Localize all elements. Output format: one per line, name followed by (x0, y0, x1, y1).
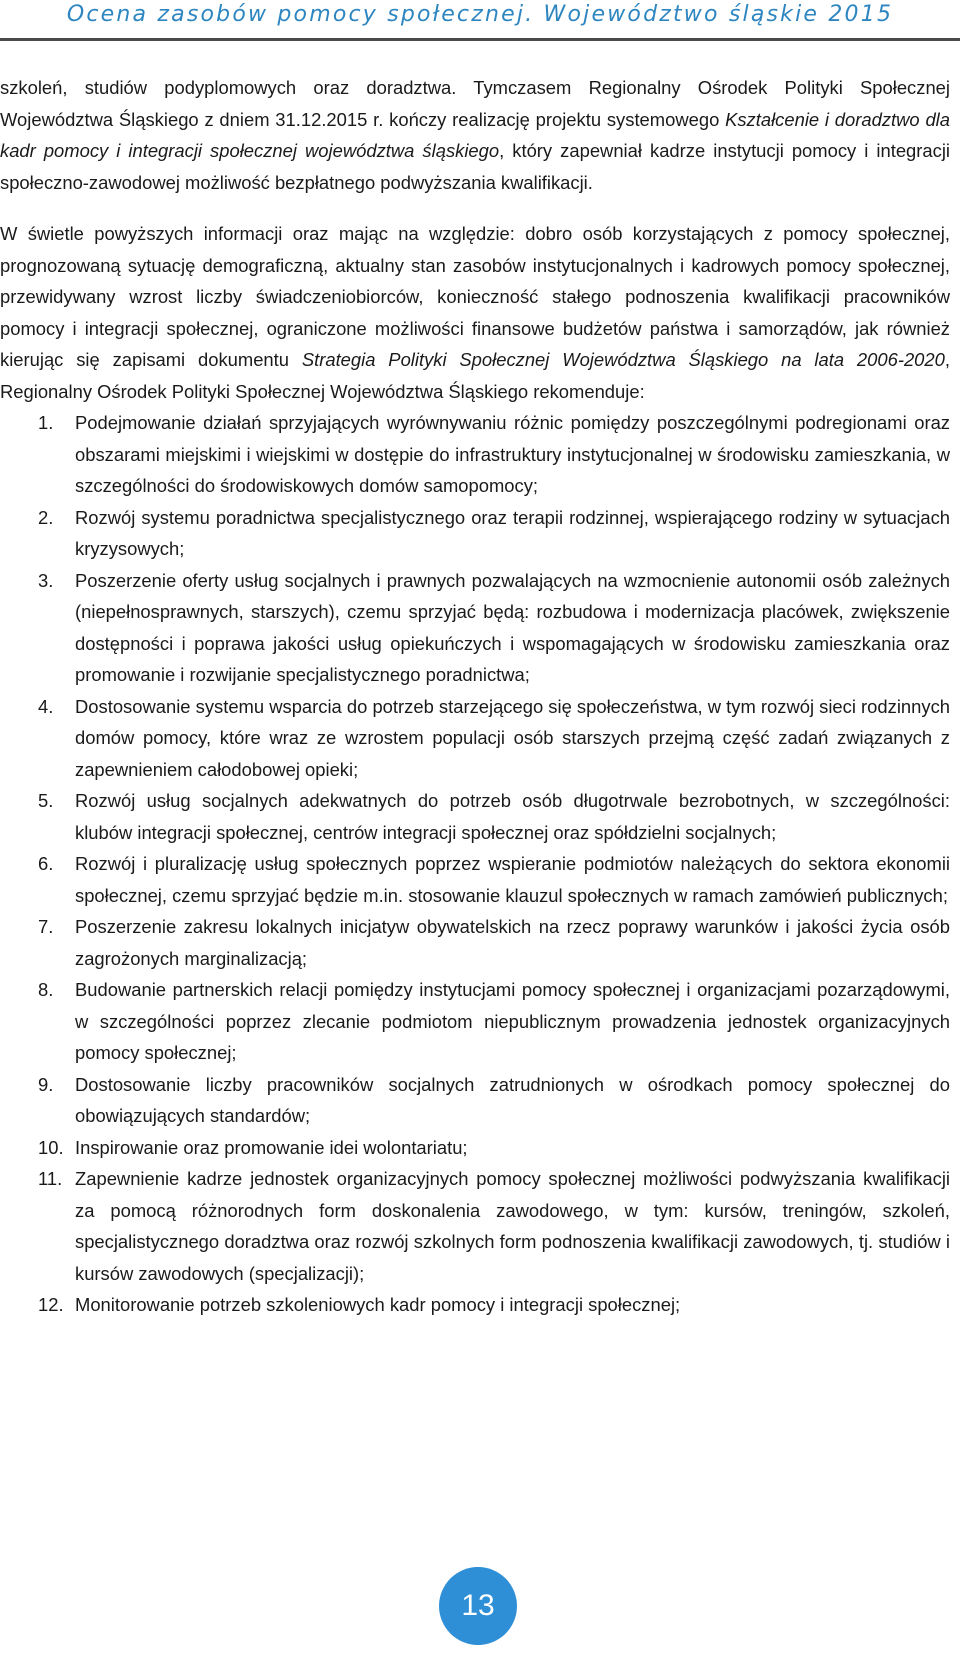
list-item-text: Poszerzenie zakresu lokalnych inicjatyw obywatelskich na rzecz poprawy warunków i jakości życia osób zagrożonych marginalizacją; (75, 916, 950, 969)
list-item (0, 565, 950, 691)
list-item (0, 1289, 950, 1321)
header-title: Ocena zasobów pomocy społecznej. Województwo śląskie 2015 (66, 2, 894, 27)
list-item-text: Podejmowanie działań sprzyjających wyrównywaniu różnic pomiędzy poszczególnymi podregionami oraz obszarami miejskimi i wiejskimi w dostępie do infrastruktury instytucjonalnej w środowisku zamieszkania, w szczególności do środowiskowych domów samopomocy; (75, 412, 950, 496)
list-item-text: Rozwój usług socjalnych adekwatnych do potrzeb osób długotrwale bezrobotnych, w szczególności: klubów integracji społecznej, centrów integracji społecznej oraz spółdzielni socjalnych; (75, 790, 950, 843)
list-item-text: Monitorowanie potrzeb szkoleniowych kadr pomocy i integracji społecznej; (75, 1294, 681, 1315)
list-item-number: 5. (38, 790, 54, 811)
list-item (0, 407, 950, 502)
header-divider (0, 38, 960, 41)
list-item-number: 6. (38, 853, 54, 874)
page-number-badge: 13 (439, 1567, 517, 1645)
list-item (0, 691, 950, 786)
list-item-number: 2. (38, 506, 54, 528)
recommendations-list (0, 407, 950, 1321)
strategy-document-title: Strategia Polityki Społecznej Województwa Śląskiego na lata 2006-2020 (301, 349, 945, 370)
list-item-text: Rozwój systemu poradnictwa specjalistycznego oraz terapii rodzinnej, wspierającego rodziny w sytuacjach kryzysowych; (75, 506, 950, 559)
page-header (0, 0, 960, 42)
list-item (0, 974, 950, 1069)
intro-paragraph (0, 72, 950, 198)
list-item-text: Inspirowanie oraz promowanie idei wolontariatu; (75, 1136, 468, 1158)
list-item-text: Zapewnienie kadrze jednostek organizacyjnych pomocy społecznej możliwości podwyższania kwalifikacji za pomocą różnorodnych form doskonalenia zawodowego, w tym: kursów, treningów, szkoleń, specjalistycznego doradztwa oraz rozwój szkolnych form podnoszenia kwalifikacji zawodowych, tj. studiów i kursów zawodowych (specjalizacji); (75, 1168, 950, 1284)
intro-project-title: Kształcenie i doradztwo dla kadr pomocy i integracji społecznej województwa śląskiego (0, 108, 950, 161)
list-item-number: 12. (38, 1294, 64, 1315)
list-item-text: Rozwój i pluralizację usług społecznych poprzez wspieranie podmiotów należących do sektora ekonomii społecznej, czemu sprzyjać będzie m.in. stosowanie klauzul społecznych w ramach zamówień publicznych; (75, 853, 950, 906)
list-item (0, 502, 950, 565)
list-item-number: 7. (38, 916, 54, 937)
list-item-number: 9. (38, 1073, 54, 1095)
list-item-number: 11. (38, 1168, 63, 1189)
recommendation-intro-paragraph (0, 218, 950, 407)
list-item-number: 3. (38, 569, 54, 591)
list-item (0, 785, 950, 848)
list-item (0, 1132, 950, 1164)
list-item-text: Budowanie partnerskich relacji pomiędzy instytucjami pomocy społecznej i organizacjami pozarządowymi, w szczególności poprzez zlecanie podmiotom niepublicznym prowadzenia jednostek organizacyjnych pomocy społecznej; (75, 979, 950, 1063)
list-item (0, 848, 950, 911)
list-item (0, 911, 950, 974)
document-body (0, 72, 950, 1321)
intro-text-start: szkoleń, studiów podyplomowych oraz doradztwa. Tymczasem Regionalny Ośrodek Polityki Społecznej Województwa Śląskiego z dniem 31.12.2015 r. kończy realizację projektu systemowego (0, 77, 950, 130)
intro-text-end: , który zapewniał kadrze instytucji pomocy i integracji społeczno-zawodowej możliwość bezpłatnego podwyższania kwalifikacji. (0, 140, 951, 193)
list-item-number: 4. (38, 695, 54, 717)
list-item-number: 10. (38, 1136, 64, 1158)
main-text-end: , Regionalny Ośrodek Polityki Społecznej Województwa Śląskiego rekomenduje: (0, 349, 950, 402)
main-text-start: W świetle powyższych informacji oraz mając na względzie: dobro osób korzystających z pomocy społecznej, prognozowaną sytuację demograficzną, aktualny stan zasobów instytucjonalnych i kadrowych pomocy społecznej, przewidywany wzrost liczby świadczeniobiorców, konieczność stałego podnoszenia kwalifikacji pracowników pomocy i integracji społecznej, ograniczone możliwości finansowe budżetów państwa i samorządów, jak również kierując się zapisami dokumentu (0, 223, 950, 370)
list-item-text: Dostosowanie systemu wsparcia do potrzeb starzejącego się społeczeństwa, w tym rozwój sieci rodzinnych domów pomocy, które wraz ze wzrostem populacji osób starszych przejmą część zadań związanych z zapewnieniem całodobowej opieki; (75, 695, 950, 780)
list-item-text: Dostosowanie liczby pracowników socjalnych zatrudnionych w ośrodkach pomocy społecznej do obowiązujących standardów; (75, 1073, 950, 1126)
list-item-number: 1. (38, 412, 54, 433)
list-item-text: Poszerzenie oferty usług socjalnych i prawnych pozwalających na wzmocnienie autonomii osób zależnych (niepełnosprawnych, starszych), czemu sprzyjać będą: rozbudowa i modernizacja placówek, zwiększenie dostępności i poprawa jakości usług opiekuńczych i wspomagających w środowisku zamieszkania oraz promowanie i rozwijanie specjalistycznego poradnictwa; (75, 569, 950, 685)
list-item (0, 1069, 950, 1132)
list-item (0, 1163, 950, 1289)
list-item-number: 8. (38, 979, 54, 1000)
